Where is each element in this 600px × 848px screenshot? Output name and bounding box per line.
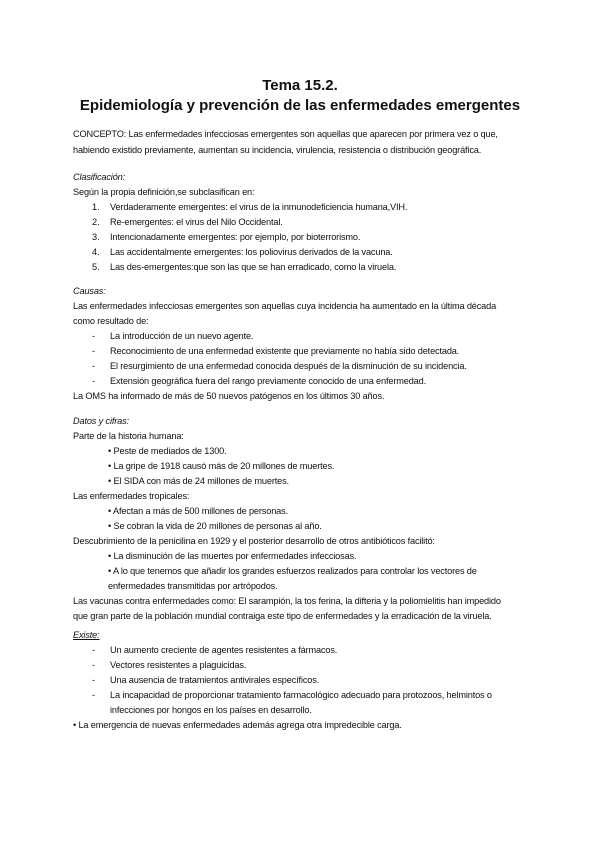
datos-heading: Datos y cifras: xyxy=(73,416,129,426)
final-statement: • La emergencia de nuevas enfermedades además agrega otra impredecible carga. xyxy=(73,720,402,730)
list-item: • La disminución de las muertes por enfermedades infecciosas. xyxy=(108,551,357,561)
dash-bullet: - xyxy=(92,361,96,371)
list-item: Las des-emergentes:que son las que se han erradicado, como la viruela. xyxy=(110,262,397,272)
historia-label: Parte de la historia humana: xyxy=(73,431,184,441)
list-item: Extensión geográfica fuera del rango previamente conocido de una enfermedad. xyxy=(110,376,426,386)
causas-intro-1: Las enfermedades infecciosas emergentes son aquellas cuya incidencia ha aumentado en la última década xyxy=(73,301,497,311)
dash-bullet: - xyxy=(92,376,96,386)
penicilina-label: Descubrimiento de la penicilina en 1929 y el posterior desarrollo de otros antibióticos facilitó: xyxy=(73,536,435,546)
list-item: Las accidentalmente emergentes: los poliovirus derivados de la vacuna. xyxy=(110,247,393,257)
list-number: 2. xyxy=(92,217,100,227)
list-item: • El SIDA con más de 24 millones de muertes. xyxy=(108,476,289,486)
list-item: Verdaderamente emergentes: el virus de la inmunodeficiencia humana,VIH. xyxy=(110,202,408,212)
list-item: • Peste de mediados de 1300. xyxy=(108,446,227,456)
dash-bullet: - xyxy=(92,675,96,685)
oms-statement: La OMS ha informado de más de 50 nuevos patógenos en los últimos 30 años. xyxy=(73,391,385,401)
list-item: • A lo que tenemos que añadir los grandes esfuerzos realizados para controlar los vectores de xyxy=(108,566,477,576)
list-item: Un aumento creciente de agentes resistentes a fármacos. xyxy=(110,645,338,655)
existe-heading: Existe: xyxy=(73,630,100,640)
list-item: Intencionadamente emergentes: por ejemplo, por bioterrorismo. xyxy=(110,232,361,242)
vacunas-line-2: que gran parte de la población mundial contraiga este tipo de enfermedades y la erradicación de la viruela. xyxy=(73,611,492,621)
dash-bullet: - xyxy=(92,346,96,356)
dash-bullet: - xyxy=(92,331,96,341)
causas-intro-2: como resultado de: xyxy=(73,316,149,326)
dash-bullet: - xyxy=(92,660,96,670)
list-number: 1. xyxy=(92,202,100,212)
causas-heading: Causas: xyxy=(73,286,106,296)
clasificacion-heading: Clasificación: xyxy=(73,172,126,182)
tropicales-label: Las enfermedades tropicales: xyxy=(73,491,190,501)
list-item: Re-emergentes: el virus del Nilo Occidental. xyxy=(110,217,283,227)
clasificacion-intro: Según la propia definición,se subclasifican en: xyxy=(73,187,255,197)
list-item: La introducción de un nuevo agente. xyxy=(110,331,254,341)
list-item: La incapacidad de proporcionar tratamiento farmacológico adecuado para protozoos, helmintos o xyxy=(110,690,492,700)
dash-bullet: - xyxy=(92,690,96,700)
document-subtitle: Epidemiología y prevención de las enfermedades emergentes xyxy=(79,97,521,114)
list-item: • Se cobran la vida de 20 millones de personas al año. xyxy=(108,521,322,531)
vacunas-line-1: Las vacunas contra enfermedades como: El sarampión, la tos ferina, la difteria y la poliomielitis han impedido xyxy=(73,596,501,606)
concepto-line-1: CONCEPTO: Las enfermedades infecciosas emergentes son aquellas que aparecen por primera vez o que, xyxy=(73,129,498,139)
list-item: • Afectan a más de 500 millones de personas. xyxy=(108,506,288,516)
list-number: 4. xyxy=(92,247,100,257)
list-item: • La gripe de 1918 causó más de 20 millones de muertes. xyxy=(108,461,335,471)
concepto-line-2: habiendo existido previamente, aumentan su incidencia, virulencia, resistencia o distribución geográfica. xyxy=(73,145,482,155)
list-item-continuation: infecciones por hongos en los países en desarrollo. xyxy=(110,705,312,715)
list-item-continuation: enfermedades transmitidas por artrópodos. xyxy=(108,581,278,591)
list-item: Vectores resistentes a plaguicidas. xyxy=(110,660,247,670)
list-item: El resurgimiento de una enfermedad conocida después de la disminución de su incidencia. xyxy=(110,361,467,371)
list-number: 5. xyxy=(92,262,100,272)
document-title: Tema 15.2. xyxy=(262,77,338,94)
list-number: 3. xyxy=(92,232,100,242)
list-item: Una ausencia de tratamientos antivirales específicos. xyxy=(110,675,320,685)
list-item: Reconocimiento de una enfermedad existente que previamente no había sido detectada. xyxy=(110,346,460,356)
dash-bullet: - xyxy=(92,645,96,655)
